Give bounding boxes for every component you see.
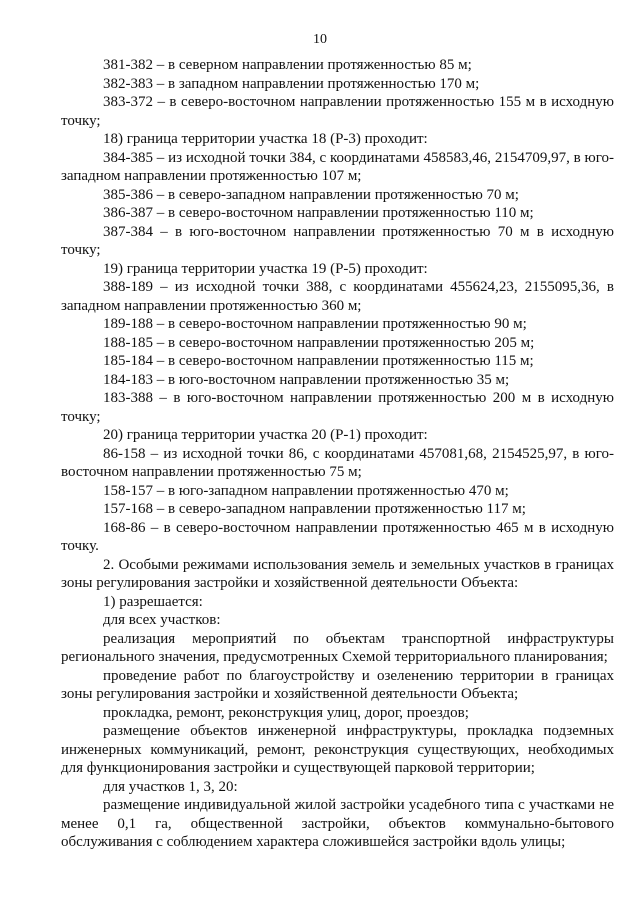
paragraph: 383-372 – в северо-восточном направлении протяженностью 155 м в исходную точку; bbox=[61, 94, 614, 129]
paragraph: 19) граница территории участка 19 (Р-5) проходит: bbox=[103, 260, 428, 277]
paragraph: размещение индивидуальной жилой застройки усадебного типа с участками не менее 0,1 га, общественной застройки, объектов коммунально-бытового обслуживания с соблюдением характера сложившейся застройки вдоль улицы; bbox=[61, 797, 614, 850]
paragraph: 1) разрешается: bbox=[103, 593, 203, 610]
paragraph: для участков 1, 3, 20: bbox=[103, 778, 238, 795]
paragraph: 168-86 – в северо-восточном направлении протяженностью 465 м в исходную точку. bbox=[61, 519, 614, 554]
paragraph: реализация мероприятий по объектам транспортной инфраструктуры регионального значения, предусмотренных Схемой территориального планирования; bbox=[61, 630, 614, 665]
paragraph: 387-384 – в юго-восточном направлении протяженностью 70 м в исходную точку; bbox=[61, 223, 614, 258]
document-body bbox=[61, 56, 614, 852]
paragraph: 189-188 – в северо-восточном направлении протяженностью 90 м; bbox=[103, 316, 527, 332]
paragraph: 386-387 – в северо-восточном направлении протяженностью 110 м; bbox=[103, 205, 534, 221]
paragraph: 385-386 – в северо-западном направлении протяженностью 70 м; bbox=[103, 186, 519, 203]
paragraph: 382-383 – в западном направлении протяженностью 170 м; bbox=[103, 75, 480, 92]
paragraph: 184-183 – в юго-восточном направлении протяженностью 35 м; bbox=[103, 371, 510, 388]
paragraph: 157-168 – в северо-западном направлении протяженностью 117 м; bbox=[103, 501, 526, 517]
paragraph: 86-158 – из исходной точки 86, с координатами 457081,68, 2154525,97, в юго-восточном направлении протяженностью 75 м; bbox=[61, 445, 614, 480]
paragraph: для всех участков: bbox=[103, 612, 221, 628]
paragraph: 158-157 – в юго-западном направлении протяженностью 470 м; bbox=[103, 482, 509, 499]
paragraph: 188-185 – в северо-восточном направлении протяженностью 205 м; bbox=[103, 334, 535, 351]
paragraph: 2. Особыми режимами использования земель и земельных участков в границах зоны регулирования застройки и хозяйственной деятельности Объекта: bbox=[61, 556, 614, 591]
paragraph: 381-382 – в северном направлении протяженностью 85 м; bbox=[103, 57, 472, 73]
paragraph: 185-184 – в северо-восточном направлении протяженностью 115 м; bbox=[103, 353, 534, 369]
paragraph: 388-189 – из исходной точки 388, с координатами 455624,23, 2155095,36, в западном направлении протяженностью 360 м; bbox=[61, 279, 614, 314]
paragraph: 183-388 – в юго-восточном направлении протяженностью 200 м в исходную точку; bbox=[61, 390, 614, 425]
paragraph: 384-385 – из исходной точки 384, с координатами 458583,46, 2154709,97, в юго-западном направлении протяженностью 107 м; bbox=[61, 149, 614, 184]
paragraph: 20) граница территории участка 20 (Р-1) проходит: bbox=[103, 427, 428, 443]
page-number: 10 bbox=[313, 32, 327, 47]
paragraph: размещение объектов инженерной инфраструктуры, прокладка подземных инженерных коммуникаций, ремонт, реконструкция существующих, необходимых для функционирования застройки и существующей парковой территории; bbox=[61, 723, 614, 776]
paragraph: 18) граница территории участка 18 (Р-3) проходит: bbox=[103, 131, 428, 147]
paragraph: проведение работ по благоустройству и озеленению территории в границах зоны регулирования застройки и хозяйственной деятельности Объекта; bbox=[61, 667, 614, 702]
paragraph: прокладка, ремонт, реконструкция улиц, дорог, проездов; bbox=[103, 704, 469, 721]
